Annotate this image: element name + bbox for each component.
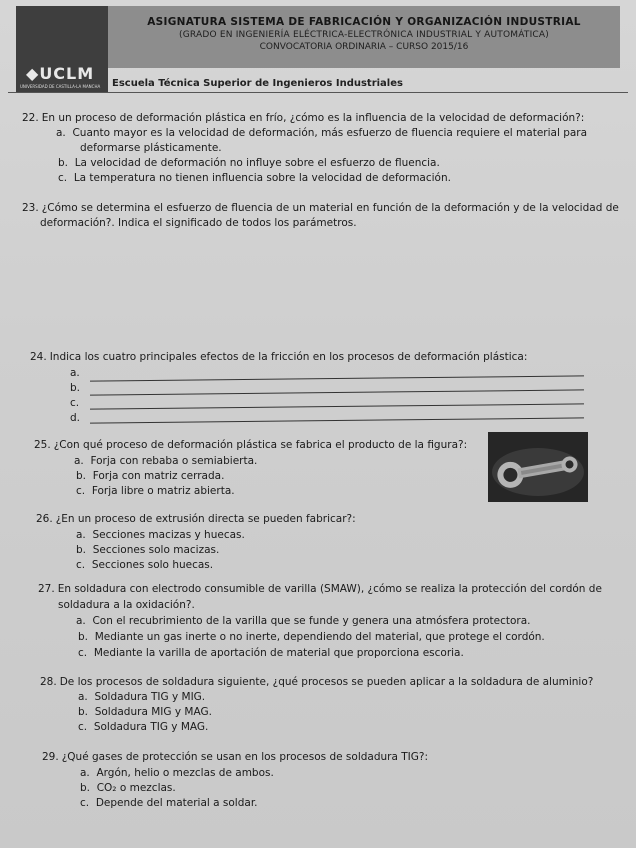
option-26c: c. Secciones solo huecas. bbox=[76, 559, 214, 571]
option-22a-cont: deformarse plásticamente. bbox=[80, 142, 222, 154]
blank-24d-label: d. bbox=[70, 412, 81, 424]
question-24: 24. Indica los cuatro principales efectos de la fricción en los procesos de deformación plástica: bbox=[30, 351, 528, 363]
option-29c: c. Depende del material a soldar. bbox=[80, 797, 258, 809]
blank-24a-label: a. bbox=[70, 367, 80, 379]
school-name: Escuela Técnica Superior de Ingenieros Industriales bbox=[112, 78, 403, 89]
blank-24c-label: c. bbox=[70, 397, 80, 409]
option-28a: a. Soldadura TIG y MIG. bbox=[78, 691, 206, 703]
option-26b: b. Secciones solo macizas. bbox=[76, 544, 220, 556]
question-27-cont: soldadura a la oxidación?. bbox=[58, 599, 195, 611]
blank-24d[interactable] bbox=[90, 417, 584, 423]
option-25c: c. Forja libre o matriz abierta. bbox=[76, 485, 235, 497]
question-27: 27. En soldadura con electrodo consumible de varilla (SMAW), ¿cómo se realiza la protección del cordón de bbox=[38, 583, 602, 595]
blank-24b[interactable] bbox=[90, 389, 584, 395]
option-27a: a. Con el recubrimiento de la varilla que se funde y genera una atmósfera protectora. bbox=[76, 615, 531, 627]
degree-title: (GRADO EN INGENIERÍA ELÉCTRICA-ELECTRÓNICA INDUSTRIAL Y AUTOMÁTICA) bbox=[179, 30, 549, 40]
exam-session: CONVOCATORIA ORDINARIA – CURSO 2015/16 bbox=[259, 42, 469, 52]
option-27c: c. Mediante la varilla de aportación de material que proporciona escoria. bbox=[78, 647, 464, 659]
question-22: 22. En un proceso de deformación plástica en frío, ¿cómo es la influencia de la velocidad de deformación?: bbox=[22, 112, 585, 124]
blank-24b-label: b. bbox=[70, 382, 81, 394]
connecting-rod-image bbox=[488, 432, 588, 502]
question-26: 26. ¿En un proceso de extrusión directa se pueden fabricar?: bbox=[36, 513, 356, 525]
option-22c: c. La temperatura no tienen influencia sobre la velocidad de deformación. bbox=[58, 172, 451, 184]
connecting-rod-photo bbox=[488, 432, 588, 502]
course-title: ASIGNATURA SISTEMA DE FABRICACIÓN Y ORGANIZACIÓN INDUSTRIAL bbox=[147, 16, 581, 28]
title-block bbox=[108, 6, 620, 68]
option-27b: b. Mediante un gas inerte o no inerte, dependiendo del material, que protege el cordón. bbox=[78, 631, 545, 643]
option-28b: b. Soldadura MIG y MAG. bbox=[78, 706, 212, 718]
question-23: 23. ¿Cómo se determina el esfuerzo de fluencia de un material en función de la deformación y de la velocidad de bbox=[22, 202, 619, 214]
university-logo bbox=[16, 6, 108, 92]
blank-24c[interactable] bbox=[90, 403, 584, 409]
option-29b: b. CO₂ o mezclas. bbox=[80, 782, 176, 794]
option-22b: b. La velocidad de deformación no influye sobre el esfuerzo de fluencia. bbox=[58, 157, 440, 169]
question-25: 25. ¿Con qué proceso de deformación plástica se fabrica el producto de la figura?: bbox=[34, 439, 468, 451]
question-28: 28. De los procesos de soldadura siguiente, ¿qué procesos se pueden aplicar a la soldadura de aluminio? bbox=[40, 676, 594, 688]
header-divider bbox=[8, 92, 628, 93]
logo-subtitle: UNIVERSIDAD DE CASTILLA-LA MANCHA bbox=[20, 84, 101, 89]
option-26a: a. Secciones macizas y huecas. bbox=[76, 529, 245, 541]
option-25a: a. Forja con rebaba o semiabierta. bbox=[74, 455, 258, 467]
option-28c: c. Soldadura TIG y MAG. bbox=[78, 721, 209, 733]
question-23-cont: deformación?. Indica el significado de todos los parámetros. bbox=[40, 217, 357, 229]
option-29a: a. Argón, helio o mezclas de ambos. bbox=[80, 767, 274, 779]
question-29: 29. ¿Qué gases de protección se usan en los procesos de soldadura TIG?: bbox=[42, 751, 428, 763]
option-25b: b. Forja con matriz cerrada. bbox=[76, 470, 225, 482]
blank-24a[interactable] bbox=[90, 375, 584, 381]
option-22a: a. Cuanto mayor es la velocidad de deformación, más esfuerzo de fluencia requiere el material para bbox=[56, 127, 588, 139]
logo-text: ◆UCLM bbox=[26, 64, 95, 83]
